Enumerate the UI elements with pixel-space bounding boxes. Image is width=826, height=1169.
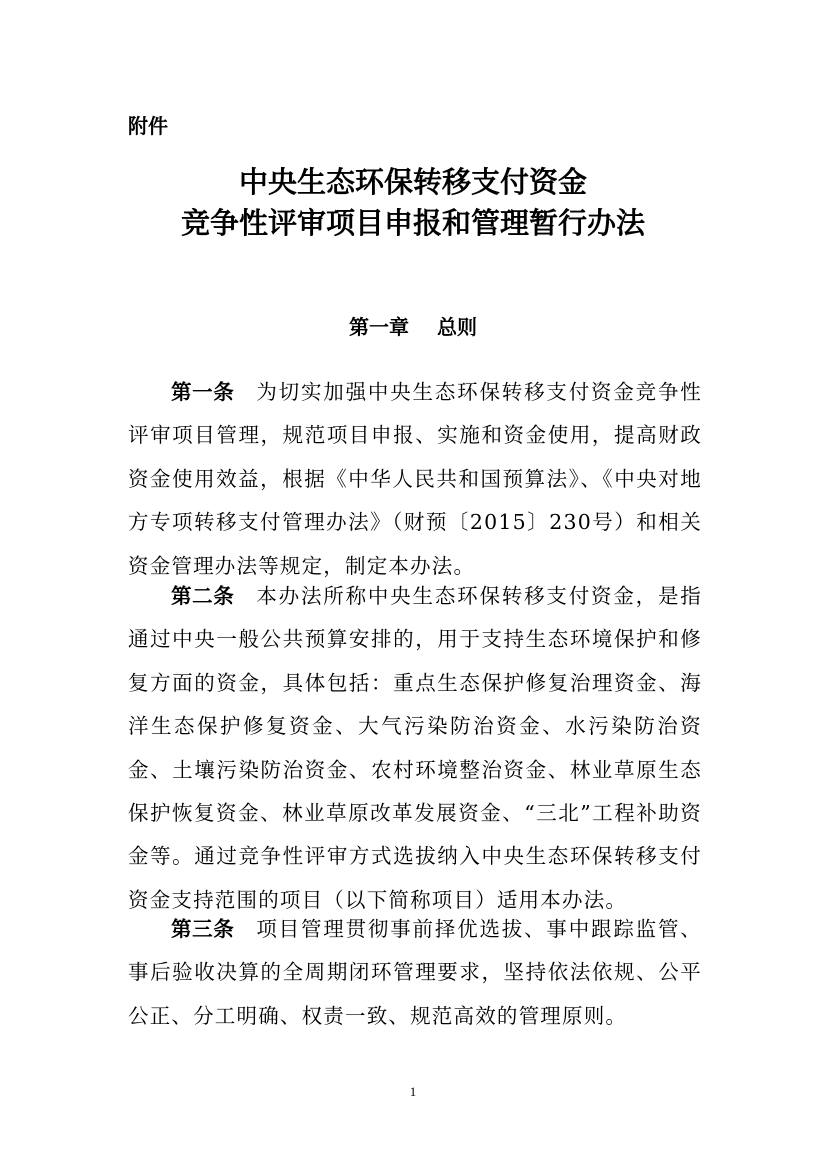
attachment-label: 附件 [128, 114, 168, 138]
document-title-line-1: 中央生态环保转移支付资金 [238, 165, 587, 199]
article-heading: 第一条 [171, 380, 235, 404]
article-3 [128, 908, 702, 1038]
page-number: 1 [409, 1084, 417, 1099]
article-heading: 第三条 [171, 917, 235, 941]
document-title-line-2: 竞争性评审项目申报和管理暂行办法 [180, 206, 645, 240]
chapter-name: 总则 [437, 315, 477, 339]
article-text: 本办法所称中央生态环保转移支付资金，是指通过中央一般公共预算安排的，用于支持生态环境保护和修复方面的资金，具体包括：重点生态保护修复治理资金、海洋生态保护修复资金、大气污染防治资金、水污染防治资金、土壤污染防治资金、农村环境整治资金、林业草原生态保护恢复资金、林业草原改革发展资金、“三北”工程补助资金等。通过竞争性评审方式选拔纳入中央生态环保转移支付资金支持范围的项目（以下简称项目）适用本办法。 [128, 584, 703, 912]
chapter-heading [0, 313, 826, 341]
article-1 [128, 371, 702, 588]
chapter-number: 第一章 [349, 315, 409, 339]
article-heading: 第二条 [171, 584, 235, 608]
article-2 [128, 575, 702, 922]
article-text: 为切实加强中央生态环保转移支付资金竞争性评审项目管理，规范项目申报、实施和资金使用，提高财政资金使用效益，根据《中华人民共和国预算法》、《中央对地方专项转移支付管理办法》（财预〔2015〕230号）和相关资金管理办法等规定，制定本办法。 [128, 380, 703, 578]
article-text: 项目管理贯彻事前择优选拔、事中跟踪监管、事后验收决算的全周期闭环管理要求，坚持依法依规、公平公正、分工明确、权责一致、规范高效的管理原则。 [128, 917, 703, 1028]
